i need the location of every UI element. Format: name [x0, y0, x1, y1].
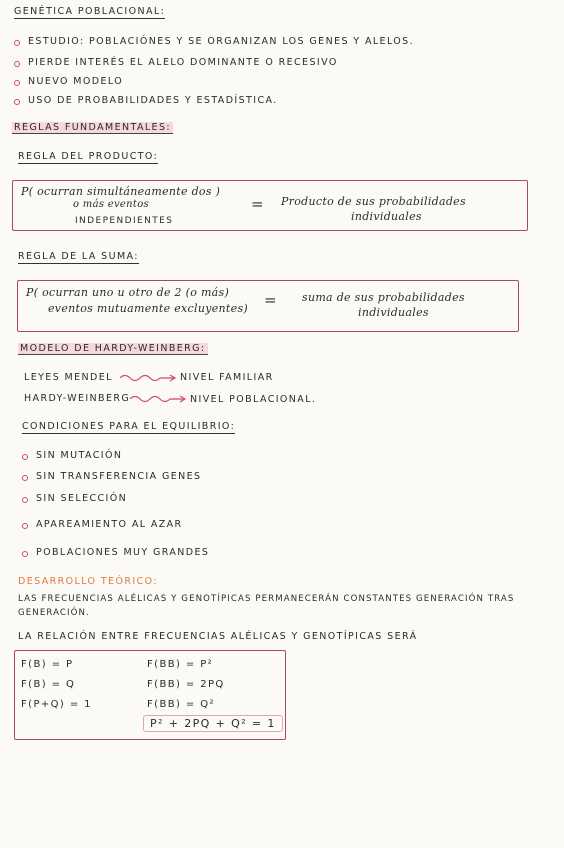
product-rule-equals: =	[251, 195, 264, 213]
bullet-icon	[22, 454, 28, 460]
page-title: GENÉTICA POBLACIONAL:	[14, 6, 166, 17]
bullet-icon	[14, 40, 20, 46]
formula-box	[14, 650, 286, 740]
sum-rule-left-1: P( ocurran uno u otro de 2 (o más)	[26, 286, 230, 299]
hw-row-right: NIVEL FAMILIAR	[180, 372, 274, 383]
hw-row-right: NIVEL POBLACIONAL.	[190, 394, 317, 405]
sum-rule-box	[17, 280, 519, 332]
product-rule-left-2: o más eventos	[73, 199, 149, 210]
dev-text-2: GENERACIÓN.	[18, 608, 90, 618]
section-title-dev: DESARROLLO TEÓRICO:	[18, 576, 158, 587]
formula-left: F(P+Q) = 1	[21, 699, 92, 710]
list-item: ESTUDIO: POBLACIÓNES Y SE ORGANIZAN LOS GENES Y ALELOS.	[28, 36, 415, 47]
section-title-rules: REGLAS FUNDAMENTALES:	[14, 122, 171, 133]
product-rule-title: REGLA DEL PRODUCTO:	[18, 151, 159, 162]
conditions-title: CONDICIONES PARA EL EQUILIBRIO:	[22, 421, 236, 432]
dev-text-1: LAS FRECUENCIAS ALÉLICAS Y GENOTÍPICAS PERMANECERÁN CONSTANTES GENERACIÓN TRAS	[18, 594, 515, 604]
sum-rule-right-2: individuales	[358, 306, 429, 319]
list-item: SIN TRANSFERENCIA GENES	[36, 471, 202, 482]
sum-rule-left-2: eventos mutuamente excluyentes)	[48, 302, 248, 315]
product-rule-left-3: INDEPENDIENTES	[75, 216, 174, 226]
arrow-icon	[118, 373, 178, 383]
bullet-icon	[22, 523, 28, 529]
sum-rule-right-1: suma de sus probabilidades	[302, 291, 465, 304]
final-formula: P² + 2PQ + Q² = 1	[143, 715, 283, 732]
product-rule-box	[12, 180, 528, 231]
bullet-icon	[22, 475, 28, 481]
product-rule-left-1: P( ocurran simultáneamente dos )	[21, 185, 221, 198]
hw-row-left: HARDY-WEINBERG	[24, 393, 131, 404]
list-item: USO DE PROBABILIDADES Y ESTADÍSTICA.	[28, 95, 278, 106]
arrow-icon	[128, 394, 188, 404]
formula-right: F(BB) = Q²	[147, 699, 215, 710]
bullet-icon	[14, 80, 20, 86]
section-title-hw: MODELO DE HARDY-WEINBERG:	[20, 343, 206, 354]
relation-text: LA RELACIÓN ENTRE FRECUENCIAS ALÉLICAS Y GENOTÍPICAS SERÁ	[18, 631, 418, 642]
formula-left: F(B) = P	[21, 659, 74, 670]
bullet-icon	[22, 497, 28, 503]
bullet-icon	[14, 99, 20, 105]
sum-rule-title: REGLA DE LA SUMA:	[18, 251, 139, 262]
sum-rule-equals: =	[264, 291, 277, 309]
list-item: PIERDE INTERÉS EL ALELO DOMINANTE O RECESIVO	[28, 57, 338, 68]
list-item: APAREAMIENTO AL AZAR	[36, 519, 183, 530]
product-rule-right-1: Producto de sus probabilidades	[281, 195, 466, 208]
list-item: SIN MUTACIÓN	[36, 450, 123, 461]
hw-row-left: LEYES MENDEL	[24, 372, 113, 383]
list-item: SIN SELECCIÓN	[36, 493, 128, 504]
product-rule-right-2: individuales	[351, 210, 422, 223]
list-item: NUEVO MODELO	[28, 76, 124, 87]
bullet-icon	[14, 61, 20, 67]
formula-left: F(B) = Q	[21, 679, 76, 690]
bullet-icon	[22, 551, 28, 557]
formula-right: F(BB) = 2PQ	[147, 679, 225, 690]
formula-right: F(BB) = P²	[147, 659, 214, 670]
list-item: POBLACIONES MUY GRANDES	[36, 547, 210, 558]
